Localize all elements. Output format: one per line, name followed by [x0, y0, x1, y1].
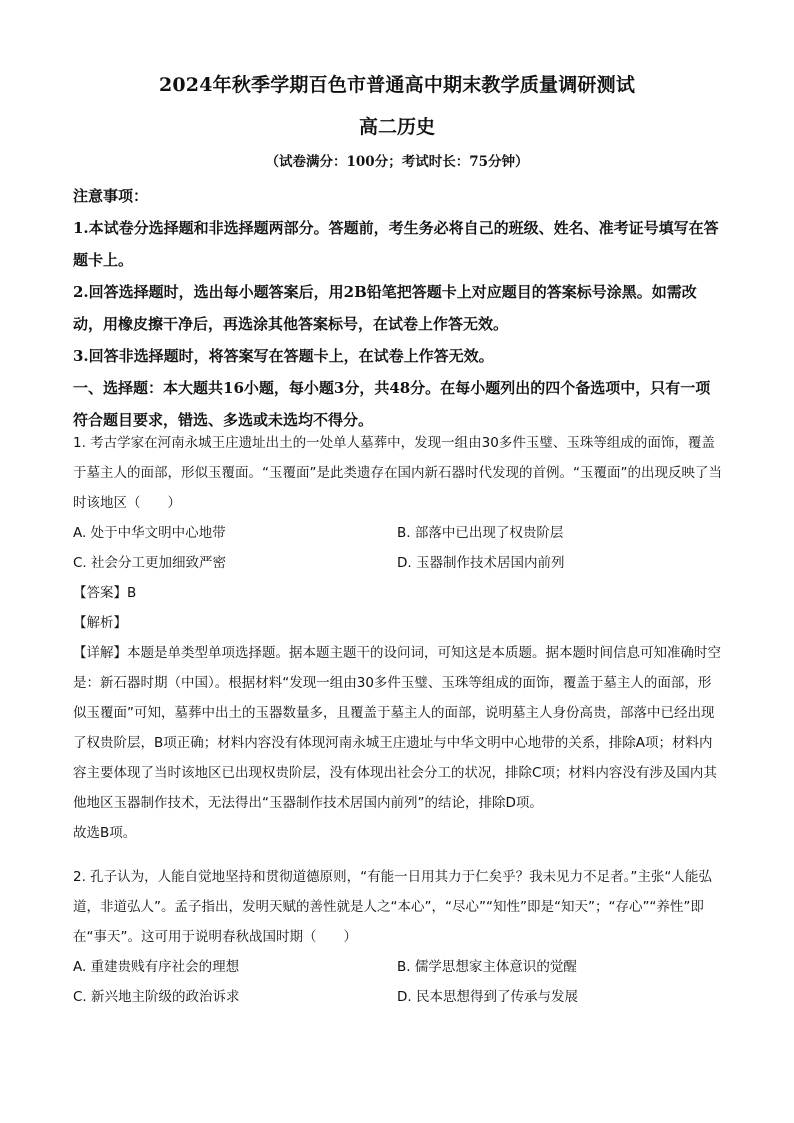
page-title: 2024年秋季学期百色市普通高中期末教学质量调研测试	[158, 74, 636, 96]
question-stem: 1. 考古学家在河南永城王庄遗址出土的一处单人墓葬中，发现一组由30多件玉璧、玉珠等组成的面饰，覆盖于墓主人的面部，形似玉覆面。“玉覆面”是此类遗存在国内新石器时代发现的首例。“玉覆面”的出现反映了当时该地区（ ）	[73, 435, 722, 511]
analysis-detail: 【详解】本题是单类型单项选择题。据本题主题干的设问词，可知这是本质题。据本题时间信息可知准确时空是：新石器时期（中国）。根据材料“发现一组由30多件玉璧、玉珠等组成的面饰，覆盖于墓主人的面部，形似玉覆面”可知，墓葬中出土的玉器数量多，且覆盖于墓主人的面部，说明墓主人身份高贵，部落中已经出现了权贵阶层，B项正确；材料内容没有体现河南永城王庄遗址与中华文明中心地带的关系，排除A项；材料内容主要体现了当时该地区已出现权贵阶层，没有体现出社会分工的状况，排除C项；材料内容没有涉及国内其他地区玉器制作技术，无法得出“玉器制作技术居国内前列”的结论，排除D项。	[73, 645, 721, 811]
analysis-conclusion: 故选B项。	[73, 825, 137, 841]
question-options	[73, 518, 723, 578]
notice-item: 3.回答非选择题时，将答案写在答题卡上，在试卷上作答无效。	[73, 347, 494, 365]
notice-section	[73, 180, 723, 436]
option-d: D. 民本思想得到了传承与发展	[397, 989, 578, 1005]
question-options	[73, 952, 723, 1012]
subject-title: 高二历史	[358, 116, 435, 138]
exam-info: （试卷满分：100分；考试时长：75分钟）	[265, 154, 529, 170]
notice-item: 2.回答选择题时，选出每小题答案后，用2B铅笔把答题卡上对应题目的答案标号涂黑。如需改动，用橡皮擦干净后，再选涂其他答案标号，在试卷上作答无效。	[73, 283, 697, 333]
option-a: A. 重建贵贱有序社会的理想	[73, 959, 240, 975]
option-c: C. 新兴地主阶级的政治诉求	[73, 989, 240, 1005]
option-b: B. 部落中已出现了权贵阶层	[397, 525, 564, 541]
option-d: D. 玉器制作技术居国内前列	[397, 555, 565, 571]
option-c: C. 社会分工更加细致严密	[73, 555, 227, 571]
answer-label: 【答案】B	[73, 585, 137, 601]
question-1	[73, 428, 723, 848]
notice-item: 1.本试卷分选择题和非选择题两部分。答题前，考生务必将自己的班级、姓名、准考证号填写在答题卡上。	[73, 219, 719, 269]
section-heading: 一、选择题：本大题共16小题，每小题3分，共48分。在每小题列出的四个备选项中，只有一项符合题目要求，错选、多选或未选均不得分。	[73, 379, 711, 429]
analysis-label: 【解析】	[73, 615, 127, 631]
notice-heading: 注意事项：	[73, 187, 149, 205]
option-b: B. 儒学思想家主体意识的觉醒	[397, 959, 577, 975]
question-2	[73, 862, 723, 1012]
question-stem: 2. 孔子认为，人能自觉地坚持和贯彻道德原则，“有能一日用其力于仁矣乎？我未见力不足者。”主张“人能弘道，非道弘人”。孟子指出，发明天赋的善性就是人之“本心”，“尽心”“知性”即是“知天”；“存心”“养性”即在“事天”。这可用于说明春秋战国时期（ ）	[73, 869, 712, 945]
option-a: A. 处于中华文明中心地带	[73, 525, 226, 541]
